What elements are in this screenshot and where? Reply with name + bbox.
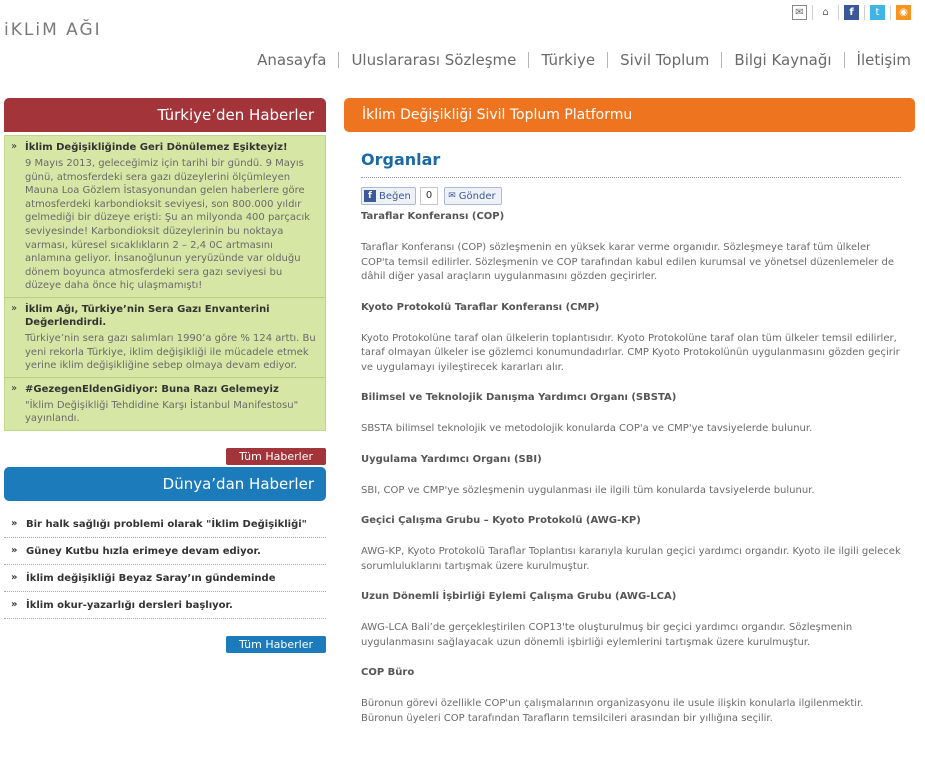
org-block	[361, 666, 901, 726]
org-title: Uygulama Yardımcı Organı (SBI)	[361, 453, 542, 465]
list-item-label[interactable]: İklim değişikliği Beyaz Saray’ın gündeminde	[26, 573, 276, 584]
list-item-label[interactable]: Güney Kutbu hızla erimeye devam ediyor.	[26, 546, 261, 557]
org-title: Kyoto Protokolü Taraflar Konferansı (CMP)	[361, 301, 600, 313]
turkey-news-title: Türkiye’den Haberler	[4, 98, 326, 132]
nav-bilgi-kaynagi[interactable]: Bilgi Kaynağı	[734, 51, 832, 69]
org-description: AWG-KP, Kyoto Protokolü Taraflar Toplantısı kararıyla kurulan geçici yardımcı organdır. Kyoto ile ilgili gelecek sorumluluklarını tartışmak üzere kurulmuştur.	[361, 546, 901, 572]
org-block	[361, 514, 901, 574]
all-turkey-news-button[interactable]: Tüm Haberler	[226, 448, 326, 465]
icon-separator	[812, 5, 813, 20]
icon-separator	[838, 5, 839, 20]
top-icon-bar	[787, 5, 911, 20]
facebook-icon[interactable]: f	[844, 5, 859, 20]
world-news-button-row	[4, 633, 326, 653]
site-logo[interactable]: iKLiM AĞI	[4, 20, 102, 40]
chevron-right-icon: »	[11, 599, 18, 610]
turkey-news-panel	[4, 98, 326, 465]
envelope-icon: ✉	[448, 191, 456, 201]
org-description: SBI, COP ve CMP'ye sözleşmenin uygulanması ile ilgili tüm konularda tavsiyelerde bulunur.	[361, 484, 815, 496]
facebook-icon: f	[364, 190, 376, 202]
world-news-panel	[4, 467, 326, 653]
main-nav	[245, 51, 911, 69]
icon-separator	[890, 5, 891, 20]
news-item[interactable]	[5, 378, 325, 430]
org-title: Uzun Dönemli İşbirliği Eylemi Çalışma Grubu (AWG-LCA)	[361, 591, 677, 602]
chevron-right-icon: »	[11, 518, 18, 529]
list-item-label[interactable]: Bir halk sağlığı problemi olarak "İklim Değişikliği"	[26, 519, 307, 530]
facebook-send-button[interactable]	[444, 187, 501, 205]
main-header: İklim Değişikliği Sivil Toplum Platformu	[344, 98, 915, 132]
all-world-news-button[interactable]: Tüm Haberler	[226, 636, 326, 653]
news-item-title[interactable]: #GezegenEldenGidiyor: Buna Razı Gelemeyiz	[25, 383, 279, 395]
chevron-right-icon: »	[11, 141, 18, 152]
org-title: Taraflar Konferansı (COP)	[361, 211, 505, 222]
twitter-icon[interactable]: t	[870, 5, 885, 20]
main-content	[344, 98, 915, 726]
list-item[interactable]	[4, 565, 326, 592]
chevron-right-icon: »	[11, 382, 18, 394]
rss-icon[interactable]: ◉	[896, 5, 911, 20]
world-news-title: Dünya’dan Haberler	[4, 467, 326, 501]
org-description: AWG-LCA Bali’de gerçekleştirilen COP13'te oluşturulmuş bir geçici yardımcı organdır. Sözleşmenin uygulanmasını sağlayacak uzun dönemli işbirliği eylemlerini tartışmak üzere kurulmuştur.	[361, 622, 853, 648]
facebook-like-button[interactable]	[361, 187, 416, 205]
social-buttons	[361, 186, 901, 206]
org-title: Geçici Çalışma Grubu – Kyoto Protokolü (AWG-KP)	[361, 515, 641, 526]
chevron-right-icon: »	[11, 302, 18, 314]
news-item-title[interactable]: İklim Değişikliğinde Geri Dönülemez Eşikteyiz!	[25, 142, 288, 153]
org-block	[361, 590, 901, 650]
like-label: Beğen	[379, 190, 411, 202]
icon-separator	[864, 5, 865, 20]
nav-iletisim[interactable]: İletişim	[856, 51, 911, 69]
nav-uluslararasi-sozlesme[interactable]: Uluslararası Sözleşme	[351, 51, 517, 69]
nav-sivil-toplum[interactable]: Sivil Toplum	[620, 51, 710, 69]
org-title: COP Büro	[361, 667, 415, 678]
nav-anasayfa[interactable]: Anasayfa	[257, 51, 327, 69]
list-item-label[interactable]: İklim okur-yazarlığı dersleri başlıyor.	[26, 600, 233, 611]
news-item[interactable]	[5, 298, 325, 378]
world-news-list	[4, 511, 326, 619]
news-item-body: 9 Mayıs 2013, geleceğimiz için tarihi bir gündü. 9 Mayıs günü, atmosferdeki sera gazı düzeylerini ölçümleyen Mauna Loa Gözlem İstasyonundan gelen haberlere göre atmosferdeki karbondioksit seviyesi, son 800.000 yıldır gelmediği bir düzeye erişti: Şu an milyonda 400 parçacık seviyesinde! Karbondioksit düzeylerinin bu noktaya varması, küresel sıcaklıkların 2 – 2,4 0C artmasını anlamına geliyor. İnsanoğlunun yeryüzünde var olduğu dönem boyunca atmosferdeki sera gazı seviyesi bu düzeye daha önce hiç ulaşmamıştı!	[25, 158, 311, 292]
chevron-right-icon: »	[11, 545, 18, 556]
list-item[interactable]	[4, 592, 326, 619]
turkey-news-list	[4, 135, 326, 431]
like-count: 0	[420, 187, 438, 205]
org-description: SBSTA bilimsel teknolojik ve metodolojik konularda COP'a ve CMP'ye tavsiyelerde bulunur.	[361, 423, 813, 434]
org-description: Taraflar Konferansı (COP) sözleşmenin en yüksek karar verme organıdır. Sözleşmeye taraf tüm ülkeler COP'ta temsil edilirler. Sözleşmenin ve COP tarafından kabul edilen kurumsal ve yönetsel düzenlemeler de dâhil diğer yasal araçların uygulanmasını gözden geçirirler.	[361, 242, 895, 282]
news-item-body: Türkiye’nin sera gazı salımları 1990’a göre % 124 arttı. Bu yeni rekorla Türkiye, iklim değişikliği ile mücadele etmek yerine iklim değişikliğine sebep olmaya devam ediyor.	[25, 332, 316, 372]
nav-turkiye[interactable]: Türkiye	[541, 51, 596, 69]
mail-icon[interactable]: ✉	[792, 5, 807, 20]
page-title: Organlar	[361, 150, 901, 178]
turkey-news-button-row	[4, 445, 326, 465]
send-label: Gönder	[458, 190, 496, 202]
news-item[interactable]	[5, 136, 325, 298]
chevron-right-icon: »	[11, 572, 18, 583]
org-description: Büronun görevi özellikle COP'un çalışmalarının organizasyonu ile usule ilişkin konularla ilgilenmektir. Büronun üyeleri COP tarafından Tarafların temsilcileri arasından bir yıllığına seçilir.	[361, 698, 864, 724]
org-block	[361, 301, 901, 376]
news-item-title[interactable]: İklim Ağı, Türkiye’nin Sera Gazı Envanterini Değerlendirdi.	[25, 303, 270, 328]
org-title: Bilimsel ve Teknolojik Danışma Yardımcı Organı (SBSTA)	[361, 392, 677, 403]
list-item[interactable]	[4, 511, 326, 538]
org-block	[361, 391, 901, 437]
list-item[interactable]	[4, 538, 326, 565]
org-description: Kyoto Protokolüne taraf olan ülkelerin toplantısıdır. Kyoto Protokolüne taraf olan tüm ülkeler temsil edilirler, taraf olmayan ülkeler ise gözlemci konumundadırlar. CMP Kyoto Protokolünün uygulanmasını gözden geçirir ve uygulamayı iyileştirecek kararları alır.	[361, 332, 900, 373]
content-body	[344, 150, 915, 726]
home-icon[interactable]: ⌂	[822, 7, 829, 18]
org-block	[361, 453, 901, 499]
news-item-body: "İklim Değişikliği Tehdidine Karşı İstanbul Manifestosu" yayınlandı.	[25, 399, 299, 425]
org-block	[361, 210, 901, 285]
